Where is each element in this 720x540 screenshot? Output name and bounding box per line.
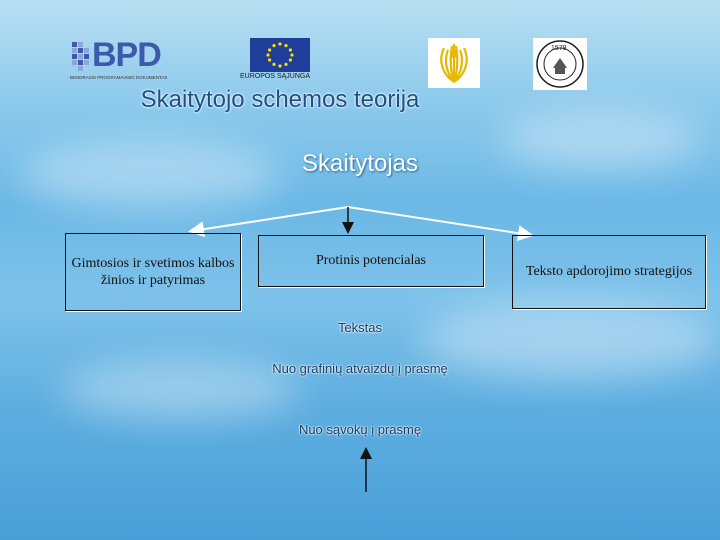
arrow-to-right-box <box>348 207 530 235</box>
label-text: Tekstas <box>337 320 383 335</box>
label-graphic-to-meaning: Nuo grafinių atvaizdų į prasmę <box>272 361 448 376</box>
arrow-to-left-box <box>192 207 348 231</box>
reader-heading: Skaitytojas <box>301 150 419 177</box>
label-concept-to-meaning: Nuo sąvokų į prasmę <box>298 422 422 437</box>
university-seal-year: 1579 <box>551 45 567 52</box>
box-left: Gimtosios ir svetimos kalbos žinios ir patyrimas <box>65 233 241 311</box>
box-center: Protinis potencialas <box>258 235 484 287</box>
slide-title: Skaitytojo schemos teorija <box>140 86 420 113</box>
bpd-logo-caption: BENDRASIS PROGRAMAVIMO DOKUMENTAS <box>70 75 168 80</box>
box-right: Teksto apdorojimo strategijos <box>512 235 706 309</box>
bpd-logo-text: BPD <box>92 36 161 74</box>
eu-logo-caption: EUROPOS SĄJUNGA <box>240 73 311 80</box>
